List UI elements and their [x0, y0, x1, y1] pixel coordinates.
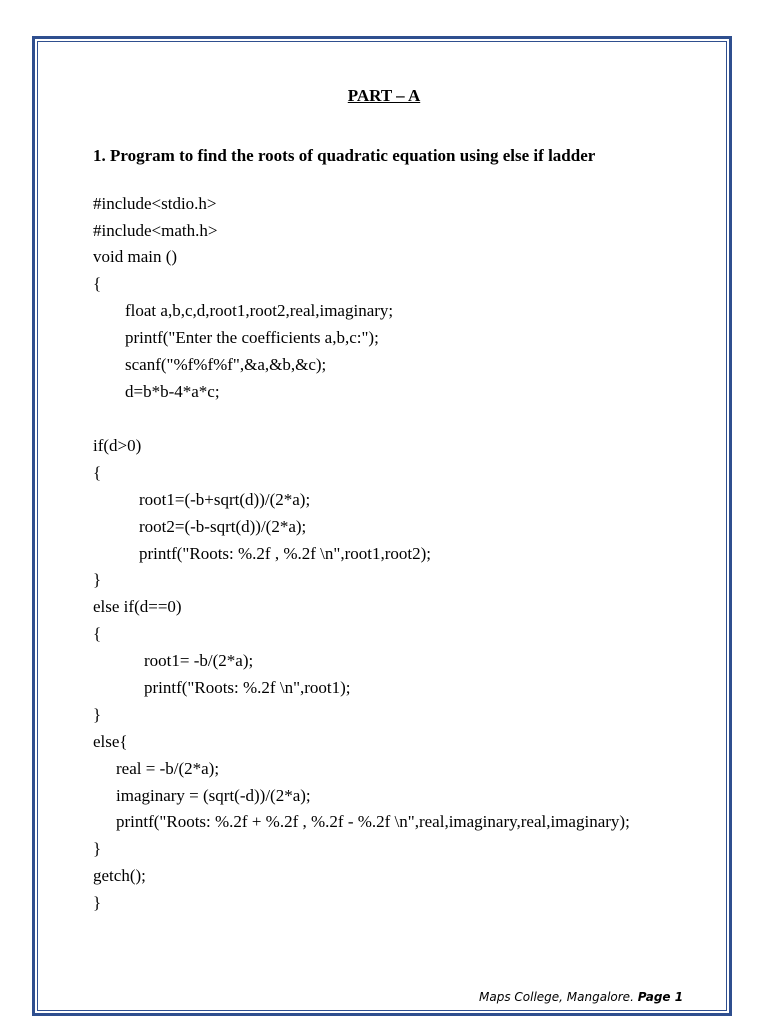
- code-line: root1= -b/(2*a);: [144, 651, 254, 670]
- code-line: #include<math.h>: [93, 221, 218, 240]
- code-line: printf("Enter the coefficients a,b,c:");: [125, 328, 379, 347]
- footer-college: Maps College, Mangalore.: [479, 990, 634, 1004]
- code-line: #include<stdio.h>: [93, 194, 217, 213]
- code-line: root1=(-b+sqrt(d))/(2*a);: [139, 490, 311, 509]
- code-line: float a,b,c,d,root1,root2,real,imaginary;: [125, 301, 394, 320]
- code-line: else{: [93, 732, 128, 751]
- footer-page-number: Page 1: [637, 990, 684, 1004]
- code-line: }: [93, 570, 102, 589]
- code-line: {: [93, 274, 102, 293]
- code-line: {: [93, 463, 102, 482]
- code-line: printf("Roots: %.2f + %.2f , %.2f - %.2f \n",real,imaginary,real,imaginary);: [116, 812, 630, 831]
- code-line: root2=(-b-sqrt(d))/(2*a);: [139, 517, 307, 536]
- code-line: d=b*b-4*a*c;: [125, 382, 220, 401]
- code-line: printf("Roots: %.2f , %.2f \n",root1,root2);: [139, 544, 431, 563]
- page-title: PART – A: [347, 86, 421, 105]
- program-heading: 1. Program to find the roots of quadratic equation using else if ladder: [93, 146, 596, 165]
- code-line: void main (): [93, 247, 178, 266]
- code-line: if(d>0): [93, 436, 142, 455]
- code-line: scanf("%f%f%f",&a,&b,&c);: [125, 355, 327, 374]
- code-line: }: [93, 839, 102, 858]
- page-footer: [479, 990, 683, 1004]
- code-line: real = -b/(2*a);: [116, 759, 220, 778]
- code-line: getch();: [93, 866, 146, 885]
- code-line: }: [93, 705, 102, 724]
- code-line: else if(d==0): [93, 597, 182, 616]
- code-line: }: [93, 893, 102, 912]
- code-line: printf("Roots: %.2f \n",root1);: [144, 678, 351, 697]
- code-line: {: [93, 624, 102, 643]
- code-line: imaginary = (sqrt(-d))/(2*a);: [116, 786, 311, 805]
